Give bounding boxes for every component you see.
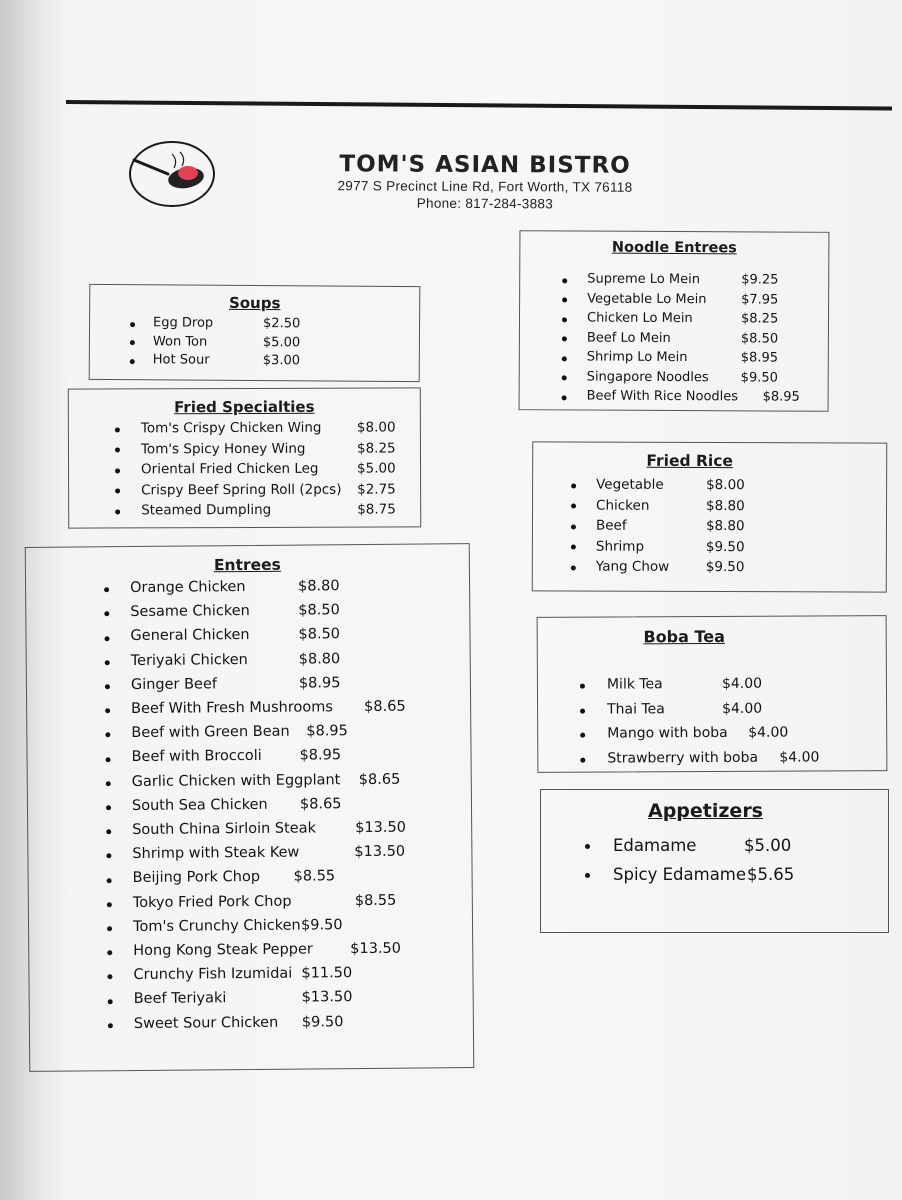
menu-item <box>27 650 470 672</box>
restaurant-address: 2977 S Precinct Line Rd, Fort Worth, TX 76118 <box>337 178 633 195</box>
bullet-dot-icon <box>115 509 120 514</box>
menu-item-price: $8.55 <box>293 868 336 886</box>
menu-item-name: Yang Chow <box>595 558 670 575</box>
menu-item-name: Beef With Rice Noodles <box>586 388 739 405</box>
bullet-dot-icon <box>106 757 111 762</box>
bullet-dot-icon <box>106 854 111 859</box>
menu-item <box>27 698 470 720</box>
menu-item-name: Hot Sour <box>152 352 210 368</box>
menu-item <box>26 625 469 647</box>
menu-item-price: $8.80 <box>298 578 340 595</box>
menu-item-name: General Chicken <box>130 627 250 645</box>
entrees-title: Entrees <box>213 555 281 575</box>
menu-item-name: Crunchy Fish Izumidai <box>133 965 293 984</box>
menu-item <box>69 419 420 438</box>
bullet-dot-icon <box>105 733 110 738</box>
menu-item-name: Won Ton <box>152 333 208 350</box>
soups-section <box>89 284 421 382</box>
restaurant-name: TOM'S ASIAN BISTRO <box>339 151 631 179</box>
menu-item <box>520 330 828 349</box>
menu-item-price: $5.00 <box>744 836 792 855</box>
menu-item-name: Garlic Chicken with Eggplant <box>131 771 341 790</box>
bullet-dot-icon <box>571 524 576 529</box>
menu-item <box>69 440 420 459</box>
menu-item-price: $4.00 <box>722 700 763 717</box>
menu-item <box>520 369 828 388</box>
menu-item-name: Beef with Broccoli <box>131 748 262 766</box>
bullet-dot-icon <box>562 317 567 322</box>
menu-item-price: $8.95 <box>299 747 342 764</box>
menu-item <box>90 315 419 334</box>
bullet-dot-icon <box>562 336 567 341</box>
menu-item-name: Teriyaki Chicken <box>130 651 248 669</box>
menu-item <box>541 836 888 857</box>
menu-item-price: $8.95 <box>306 723 348 740</box>
entrees-section <box>25 543 475 1072</box>
bullet-dot-icon <box>106 829 111 834</box>
menu-item <box>29 964 472 986</box>
bullet-dot-icon <box>562 375 567 380</box>
fried-rice-items <box>533 442 886 443</box>
menu-item-price: $8.95 <box>298 674 341 692</box>
bullet-dot-icon <box>571 565 576 570</box>
menu-item-name: Crispy Beef Spring Roll (2pcs) <box>141 481 342 498</box>
menu-item-price: $11.50 <box>301 965 353 982</box>
menu-item-name: Beef Teriyaki <box>133 990 227 1008</box>
menu-item-name: Beef <box>595 517 627 534</box>
menu-item-name: Tokyo Fried Pork Chop <box>132 893 292 911</box>
bullet-dot-icon <box>104 612 109 617</box>
menu-item-name: Shrimp with Steak Kew <box>132 844 300 863</box>
bullet-dot-icon <box>571 504 576 509</box>
menu-item-price: $8.65 <box>299 795 342 813</box>
menu-item-name: Supreme Lo Mein <box>587 271 701 288</box>
menu-item <box>520 310 828 329</box>
boba-tea-title: Boba Tea <box>643 626 725 647</box>
menu-item <box>27 722 470 744</box>
bullet-dot-icon <box>562 395 567 400</box>
bullet-dot-icon <box>105 708 110 713</box>
restaurant-phone: Phone: 817-284-3883 <box>416 195 554 212</box>
bullet-dot-icon <box>562 356 567 361</box>
bullet-dot-icon <box>130 322 135 327</box>
menu-item-name: Chicken <box>596 497 650 514</box>
menu-item-name: Beef With Fresh Mushrooms <box>131 699 333 718</box>
menu-item-price: $8.55 <box>354 892 397 909</box>
menu-item <box>520 349 828 368</box>
bullet-dot-icon <box>571 545 576 550</box>
menu-item-name: South Sea Chicken <box>131 796 268 814</box>
fried-rice-section <box>532 441 888 592</box>
bullet-dot-icon <box>104 587 109 592</box>
menu-item <box>533 517 886 536</box>
menu-item-name: Orange Chicken <box>130 579 246 597</box>
bullet-dot-icon <box>107 926 112 931</box>
bullet-dot-icon <box>104 636 109 641</box>
bullet-dot-icon <box>562 278 567 283</box>
bullet-dot-icon <box>108 999 113 1004</box>
menu-item-price: $8.65 <box>358 771 401 788</box>
menu-item <box>533 476 886 495</box>
menu-item-name: Steamed Dumpling <box>141 501 272 519</box>
menu-item-name: Ginger Beef <box>130 676 218 693</box>
menu-item-price: $5.00 <box>262 334 301 350</box>
noodle-entrees-title: Noodle Entrees <box>611 239 737 257</box>
menu-item-price: $2.75 <box>357 480 396 498</box>
menu-item <box>29 867 472 889</box>
menu-item <box>520 388 828 407</box>
menu-item-price: $13.50 <box>301 989 353 1006</box>
menu-item <box>26 577 469 599</box>
restaurant-header <box>300 151 670 213</box>
menu-item-price: $8.00 <box>706 476 745 494</box>
menu-item-name: Sesame Chicken <box>130 603 250 621</box>
menu-item <box>538 675 886 695</box>
menu-item-price: $8.95 <box>762 389 800 405</box>
menu-item-name: South China Sirloin Steak <box>132 820 317 839</box>
menu-item-name: Shrimp Lo Mein <box>586 349 688 366</box>
bullet-dot-icon <box>115 427 120 432</box>
menu-item <box>27 746 470 768</box>
menu-item-name: Edamame <box>613 836 697 855</box>
noodle-entrees-section <box>519 230 830 412</box>
menu-item-price: $9.25 <box>741 272 779 288</box>
menu-item-price: $8.80 <box>706 497 745 514</box>
menu-item-price: $8.65 <box>364 698 406 715</box>
menu-item <box>533 497 886 516</box>
menu-item-price: $9.50 <box>300 916 343 934</box>
menu-item <box>28 795 471 817</box>
menu-item-price: $8.50 <box>298 626 341 643</box>
menu-item-name: Oriental Fried Chicken Leg <box>141 460 319 478</box>
soups-title: Soups <box>228 293 281 313</box>
menu-item-price: $3.00 <box>262 353 301 369</box>
menu-item-name: Singapore Noodles <box>586 369 709 385</box>
menu-item-name: Hong Kong Steak Pepper <box>133 941 313 960</box>
menu-item <box>90 333 419 352</box>
bullet-dot-icon <box>107 902 112 907</box>
menu-item <box>30 988 473 1010</box>
menu-item-price: $8.50 <box>740 330 779 347</box>
menu-item-price: $2.50 <box>263 316 301 332</box>
menu-item <box>30 1013 473 1035</box>
menu-item-price: $5.00 <box>357 460 396 477</box>
menu-item <box>29 892 472 914</box>
bullet-dot-icon <box>115 468 120 473</box>
menu-item-price: $13.50 <box>354 843 406 861</box>
menu-item <box>520 271 828 290</box>
menu-item-price: $8.50 <box>298 602 340 619</box>
bullet-dot-icon <box>580 684 585 689</box>
menu-item-name: Spicy Edamame <box>613 865 747 884</box>
menu-item-price: $13.50 <box>350 940 402 958</box>
menu-item-price: $5.65 <box>747 865 795 884</box>
menu-item-price: $4.00 <box>721 675 763 692</box>
menu-item-price: $8.25 <box>740 311 779 327</box>
menu-item-price: $4.00 <box>748 724 789 742</box>
bullet-dot-icon <box>107 975 112 980</box>
menu-item-price: $8.00 <box>356 419 396 436</box>
menu-item-name: Beijing Pork Chop <box>132 869 261 887</box>
menu-item <box>538 724 886 744</box>
menu-item <box>69 501 420 520</box>
menu-item <box>27 674 470 696</box>
bullet-dot-icon <box>580 708 585 713</box>
menu-item-price: $8.80 <box>705 517 745 535</box>
menu-item-price: $9.50 <box>740 369 778 386</box>
menu-item <box>538 700 886 720</box>
menu-item <box>533 558 886 577</box>
menu-item-name: Strawberry with boba <box>607 749 759 767</box>
menu-item <box>28 843 471 865</box>
menu-item-price: $4.00 <box>779 749 820 766</box>
bullet-dot-icon <box>107 950 112 955</box>
menu-item-name: Sweet Sour Chicken <box>133 1014 279 1032</box>
menu-item <box>29 916 472 938</box>
menu-item <box>538 749 886 769</box>
menu-item <box>520 291 828 310</box>
menu-item-name: Chicken Lo Mein <box>586 310 693 327</box>
menu-item-name: Milk Tea <box>606 676 663 693</box>
menu-item-price: $8.25 <box>356 439 396 457</box>
menu-item <box>533 538 886 557</box>
bullet-dot-icon <box>562 297 567 302</box>
menu-item-name: Vegetable <box>596 476 664 493</box>
menu-item-price: $9.50 <box>705 538 745 555</box>
bullet-dot-icon <box>580 758 585 763</box>
boba-tea-items <box>538 616 886 618</box>
menu-item-name: Tom's Spicy Honey Wing <box>140 440 306 457</box>
bullet-dot-icon <box>105 660 110 665</box>
menu-item <box>26 601 469 623</box>
fried-rice-title: Fried Rice <box>646 451 733 471</box>
bullet-dot-icon <box>115 489 120 494</box>
menu-item-price: $9.50 <box>301 1013 344 1031</box>
menu-item <box>28 771 471 793</box>
menu-item <box>69 460 420 479</box>
menu-item-price: $8.95 <box>740 350 779 366</box>
bullet-dot-icon <box>106 781 111 786</box>
bullet-dot-icon <box>106 805 111 810</box>
bullet-dot-icon <box>585 844 590 849</box>
menu-item-price: $7.95 <box>741 291 779 308</box>
menu-item <box>29 940 472 962</box>
menu-item-price: $9.50 <box>705 558 745 576</box>
boba-tea-section <box>537 615 888 773</box>
menu-item-name: Egg Drop <box>153 315 214 331</box>
fried-specialties-items <box>69 388 420 389</box>
bullet-dot-icon <box>107 878 112 883</box>
bullet-dot-icon <box>105 684 110 689</box>
noodle-entrees-items <box>520 231 828 233</box>
bullet-dot-icon <box>108 1023 113 1028</box>
menu-item <box>28 819 471 841</box>
bullet-dot-icon <box>571 483 576 488</box>
menu-item-name: Tom's Crispy Chicken Wing <box>140 419 322 437</box>
appetizers-section <box>540 789 889 933</box>
menu-item <box>90 352 419 371</box>
bullet-dot-icon <box>115 448 120 453</box>
menu-item-name: Shrimp <box>595 538 645 555</box>
menu-item-name: Tom's Crunchy Chicken <box>132 917 301 935</box>
bullet-dot-icon <box>130 340 135 345</box>
menu-item-name: Thai Tea <box>607 700 665 718</box>
appetizers-title: Appetizers <box>647 800 763 822</box>
bullet-dot-icon <box>580 733 585 738</box>
menu-item-price: $13.50 <box>355 819 407 837</box>
menu-item-price: $8.80 <box>298 650 341 668</box>
fried-specialties-section <box>68 387 421 528</box>
menu-item-name: Beef with Green Bean <box>131 723 290 742</box>
soups-items <box>90 285 419 287</box>
fried-specialties-title: Fried Specialties <box>174 397 315 417</box>
menu-item <box>541 865 888 886</box>
menu-item-name: Mango with boba <box>607 725 728 742</box>
menu-item-name: Beef Lo Mein <box>586 330 671 346</box>
bullet-dot-icon <box>130 359 135 364</box>
menu-item-name: Vegetable Lo Mein <box>587 291 707 307</box>
menu-item-price: $8.75 <box>357 501 396 518</box>
frying-pan-icon <box>128 140 216 208</box>
menu-item <box>69 481 420 500</box>
bullet-dot-icon <box>585 873 590 878</box>
